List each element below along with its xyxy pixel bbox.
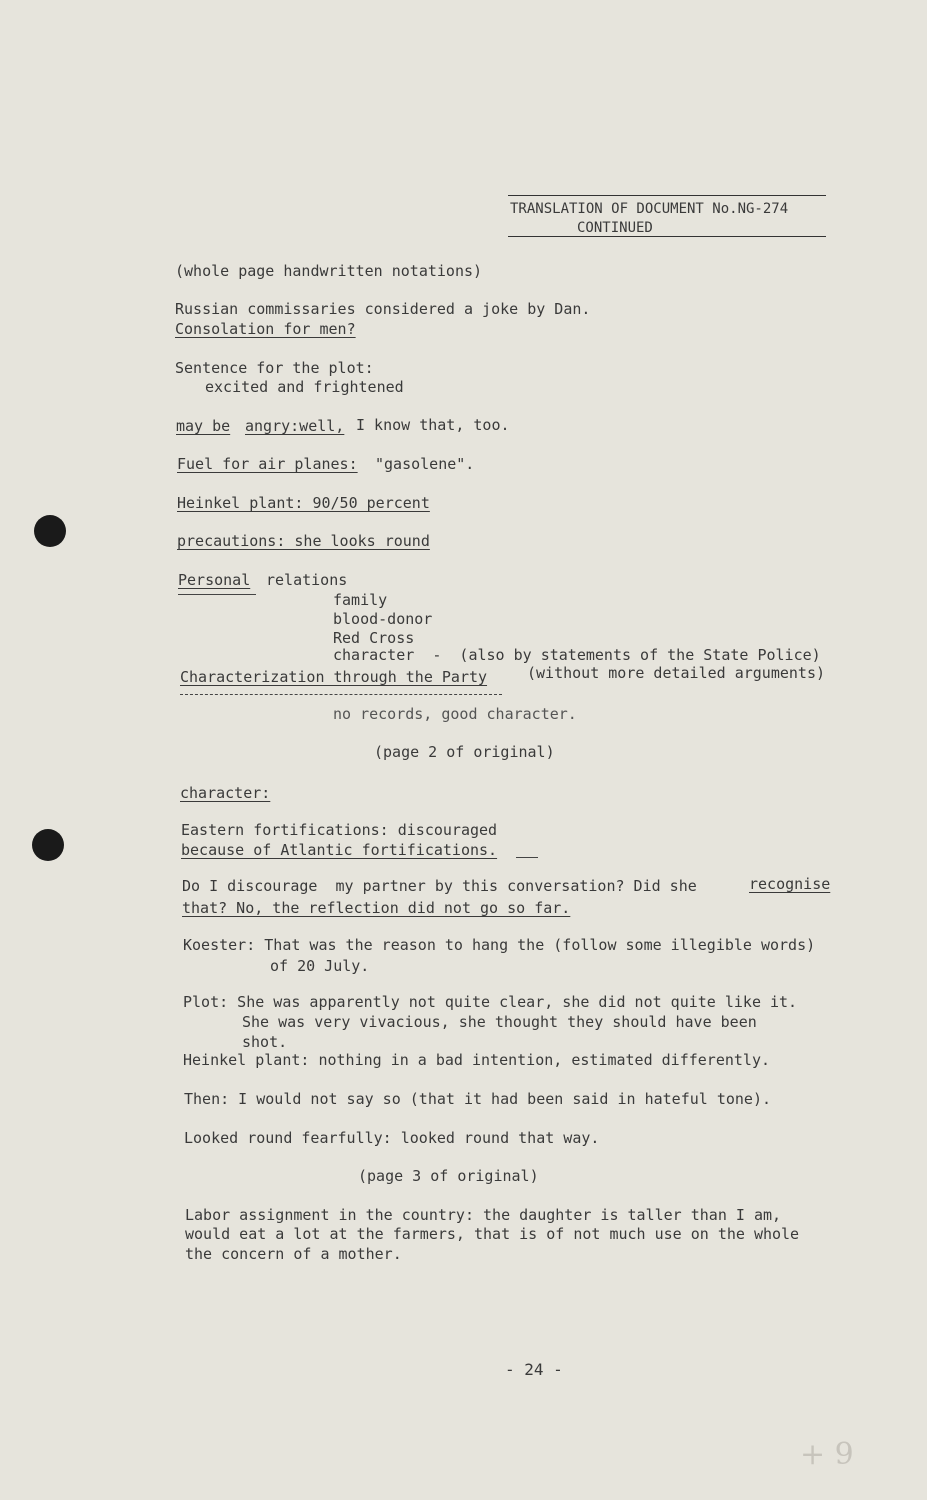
notation-line: Red Cross (333, 629, 415, 647)
notation-line: precautions: she looks round (177, 532, 430, 550)
notation-line: that? No, the reflection did not go so far. (182, 899, 571, 917)
notation-line: Do I discourage my partner by this conversation? Did she (182, 877, 697, 895)
notation-line: Eastern fortifications: discouraged (181, 821, 498, 839)
notation-line: because of Atlantic fortifications. (181, 841, 498, 859)
notation-line: Fuel for air planes: (177, 455, 358, 473)
header-top-rule (508, 195, 826, 196)
notation-line: would eat a lot at the farmers, that is of not much use on the whole (185, 1225, 800, 1243)
notation-line: family (333, 591, 388, 609)
notation-line: Sentence for the plot: (175, 359, 374, 377)
notation-line: (without more detailed arguments) (527, 664, 826, 682)
notation-line: (whole page handwritten notations) (175, 262, 483, 280)
notation-line: I know that, too. (356, 416, 510, 434)
notation-line: the concern of a mother. (185, 1245, 402, 1263)
underline-rule (178, 594, 256, 595)
notation-line: She was very vivacious, she thought they should have been (242, 1013, 757, 1031)
page-marker: (page 2 of original) (374, 743, 555, 761)
notation-line: Heinkel plant: nothing in a bad intention, estimated differently. (183, 1051, 770, 1069)
underline-rule (180, 694, 502, 695)
notation-line: shot. (242, 1033, 288, 1051)
underline-rule (516, 857, 538, 858)
notation-line: recognise (749, 875, 831, 893)
notation-line: of 20 July. (270, 957, 370, 975)
notation-line: Personal (178, 571, 251, 589)
page-number: - 24 - (505, 1360, 563, 1379)
notation-line: angry:well, (245, 417, 345, 435)
notation-line: relations (266, 571, 348, 589)
notation-line: character - (also by statements of the State Police) (333, 646, 821, 664)
notation-line: Characterization through the Party (180, 668, 488, 686)
page-marker: (page 3 of original) (358, 1167, 539, 1185)
notation-line: character: (180, 784, 271, 802)
notation-line: Then: I would not say so (that it had been said in hateful tone). (184, 1090, 771, 1108)
notation-line: Plot: She was apparently not quite clear, she did not quite like it. (183, 993, 798, 1011)
notation-line: no records, good character. (333, 705, 577, 723)
notation-line: Russian commissaries considered a joke by Dan. (175, 300, 591, 318)
notation-line: Koester: That was the reason to hang the (follow some illegible words) (183, 936, 816, 954)
document-title: TRANSLATION OF DOCUMENT No.NG-274 (510, 201, 789, 217)
punch-hole-bottom (32, 829, 64, 861)
header-bottom-rule (508, 236, 826, 237)
notation-line: Heinkel plant: 90/50 percent (177, 494, 430, 512)
notation-line: "gasolene". (375, 455, 475, 473)
notation-line: Consolation for men? (175, 320, 356, 338)
notation-line: may be (176, 417, 231, 435)
punch-hole-top (34, 515, 66, 547)
notation-line: blood-donor (333, 610, 433, 628)
notation-line: Labor assignment in the country: the daughter is taller than I am, (185, 1206, 782, 1224)
document-subtitle: CONTINUED (577, 220, 653, 236)
notation-line: Looked round fearfully: looked round that way. (184, 1129, 600, 1147)
pencil-mark: + 9 (800, 1437, 854, 1472)
notation-line: excited and frightened (205, 378, 404, 396)
